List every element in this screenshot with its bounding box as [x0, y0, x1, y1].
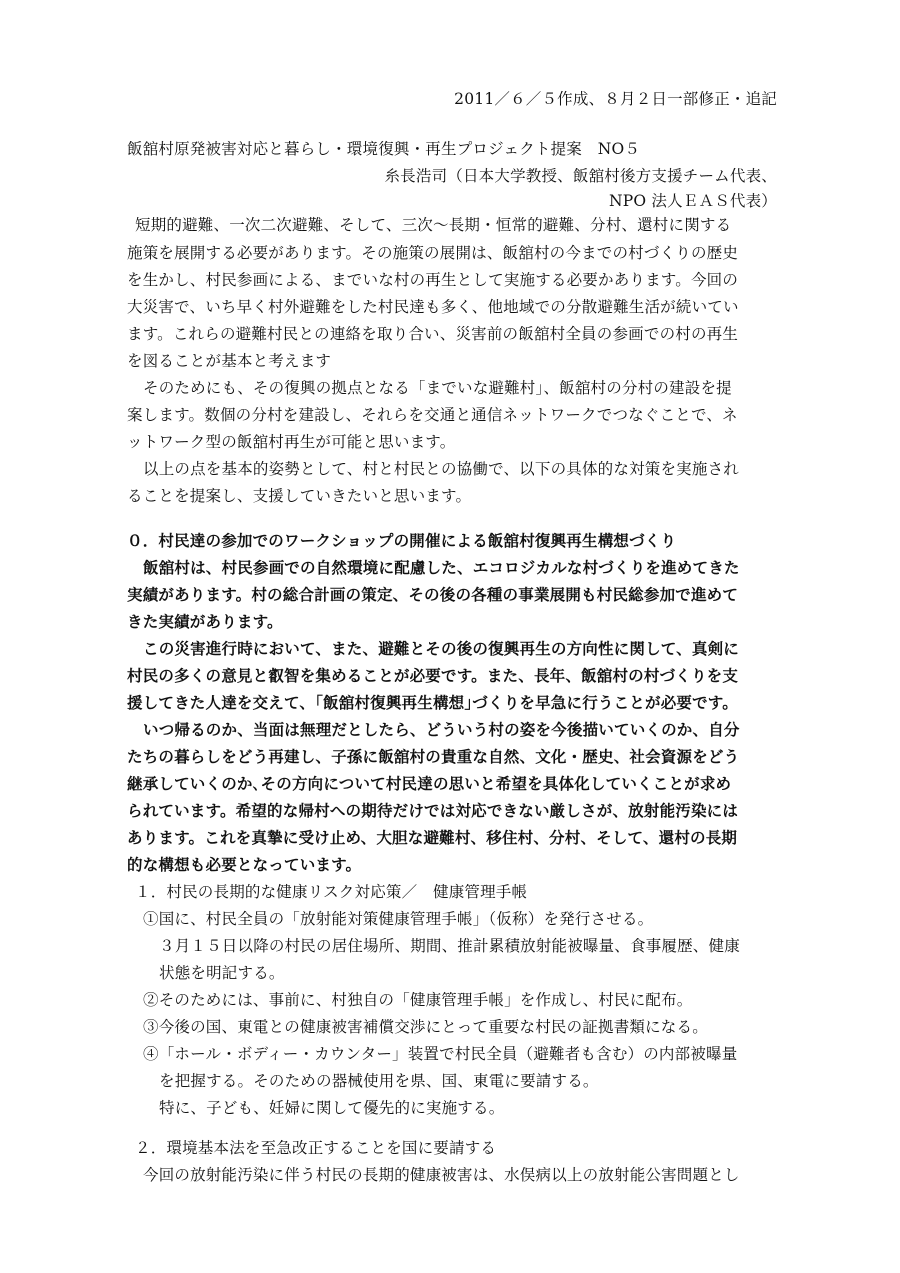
section-heading: １．村民の長期的な健康リスク対応策／ 健康管理手帳 [135, 883, 528, 901]
author-line: NPO 法人ＥＡＳ代表） [608, 192, 777, 210]
section-line: 今回の放射能汚染に伴う村民の長期的健康被害は、水俣病以上の放射能公害問題とし [143, 1166, 740, 1184]
list-item: ②そのためには、事前に、村独自の「健康管理手帳」を作成し、村民に配布。 [143, 991, 693, 1009]
section-line: 村民の多くの意見と叡智を集めることが必要です。また、長年、飯舘村の村づくりを支 [127, 666, 739, 685]
section-line: 飯舘村は、村民参画での自然環境に配慮した、エコロジカルな村づくりを進めてきた [143, 558, 740, 577]
section-line: 実績があります。村の総合計画の策定、その後の各種の事業展開も村民総参加で進めて [127, 585, 739, 604]
intro-line: 短期的避難、一次二次避難、そして、三次〜長期・恒常的避難、分村、還村に関する [135, 216, 732, 234]
list-item: を把握する。そのための器械使用を県、国、東電に要請する。 [159, 1072, 599, 1090]
document-title: 飯舘村原発被害対応と暮らし・環境復興・再生プロジェクト提案 NO５ [127, 140, 641, 158]
section-heading: ０．村民達の参加でのワークショップの開催による飯舘村復興再生構想づくり [127, 531, 677, 550]
section-line: いつ帰るのか、当面は無理だとしたら、どういう村の姿を今後描いていくのか、自分 [143, 720, 740, 739]
list-item: ④「ホール・ボディー・カウンター」装置で村民全員（避難者も含む）の内部被曝量 [143, 1045, 738, 1063]
intro-line: ットワーク型の飯舘村再生が可能と思います。 [127, 433, 456, 451]
intro-line: 施策を展開する必要があります。その施策の展開は、飯舘村の今までの村づくりの歴史 [127, 244, 739, 262]
list-item: ３月１５日以降の村民の居住場所、期間、推計累積放射能被曝量、食事履歴、健康 [159, 937, 740, 955]
list-item: 状態を明記する。 [159, 964, 285, 982]
section-line: あります。これを真摯に受け止め、大胆な避難村、移住村、分村、そして、還村の長期 [127, 828, 738, 847]
section-line: きた実績があります。 [127, 612, 283, 631]
intro-line: 以上の点を基本的姿勢として、村と村民との協働で、以下の具体的な対策を実施され [143, 460, 739, 478]
section-heading: ２．環境基本法を至急改正することを国に要請する [135, 1139, 497, 1157]
list-item: ①国に、村民全員の「放射能対策健康管理手帳」（仮称）を発行させる。 [143, 910, 654, 928]
section-line: たちの暮らしをどう再建し、子孫に飯舘村の貴重な自然、文化・歴史、社会資源をどう [127, 747, 740, 766]
date-line: 2011／６／５作成、８月２日一部修正・追記 [454, 90, 777, 108]
author-line: 糸長浩司（日本大学教授、飯舘村後方支援チーム代表、 [384, 167, 777, 185]
section-line: この災害進行時において、また、避難とその後の復興再生の方向性に関して、真剣に [143, 639, 739, 658]
intro-line: ることを提案し、支援していきたいと思います。 [127, 487, 472, 505]
list-item: ③今後の国、東電との健康被害補償交渉にとって重要な村民の証拠書類になる。 [143, 1018, 708, 1036]
intro-line: 案します。数個の分村を建設し、それらを交通と通信ネットワークでつなぐことで、ネ [127, 406, 738, 424]
intro-line: 大災害で、いち早く村外避難をした村民達も多く、他地域での分散避難生活が続いてい [127, 298, 739, 316]
section-line: 的な構想も必要となっています。 [127, 855, 362, 874]
intro-line: を生かし、村民参画による、までいな村の再生として実施する必要かあります。今回の [127, 271, 739, 289]
intro-line: を図ることが基本と考えます [127, 352, 332, 370]
section-line: 継承していくのか､その方向について村民達の思いと希望を具体化していくことが求め [127, 774, 732, 793]
section-line: られています。希望的な帰村への期待だけでは対応できない厳しさが、放射能汚染には [127, 801, 739, 820]
list-item: 特に、子ども、妊婦に関して優先的に実施する。 [159, 1099, 505, 1117]
intro-line: そのためにも、その復興の拠点となる「までいな避難村」、飯舘村の分村の建設を提 [143, 379, 732, 397]
intro-line: ます。これらの避難村民との連絡を取り合い、災害前の飯舘村全員の参画での村の再生 [127, 325, 739, 343]
section-line: 援してきた人達を交えて、｢飯舘村復興再生構想｣づくりを早急に行うことが必要です。 [127, 693, 738, 712]
